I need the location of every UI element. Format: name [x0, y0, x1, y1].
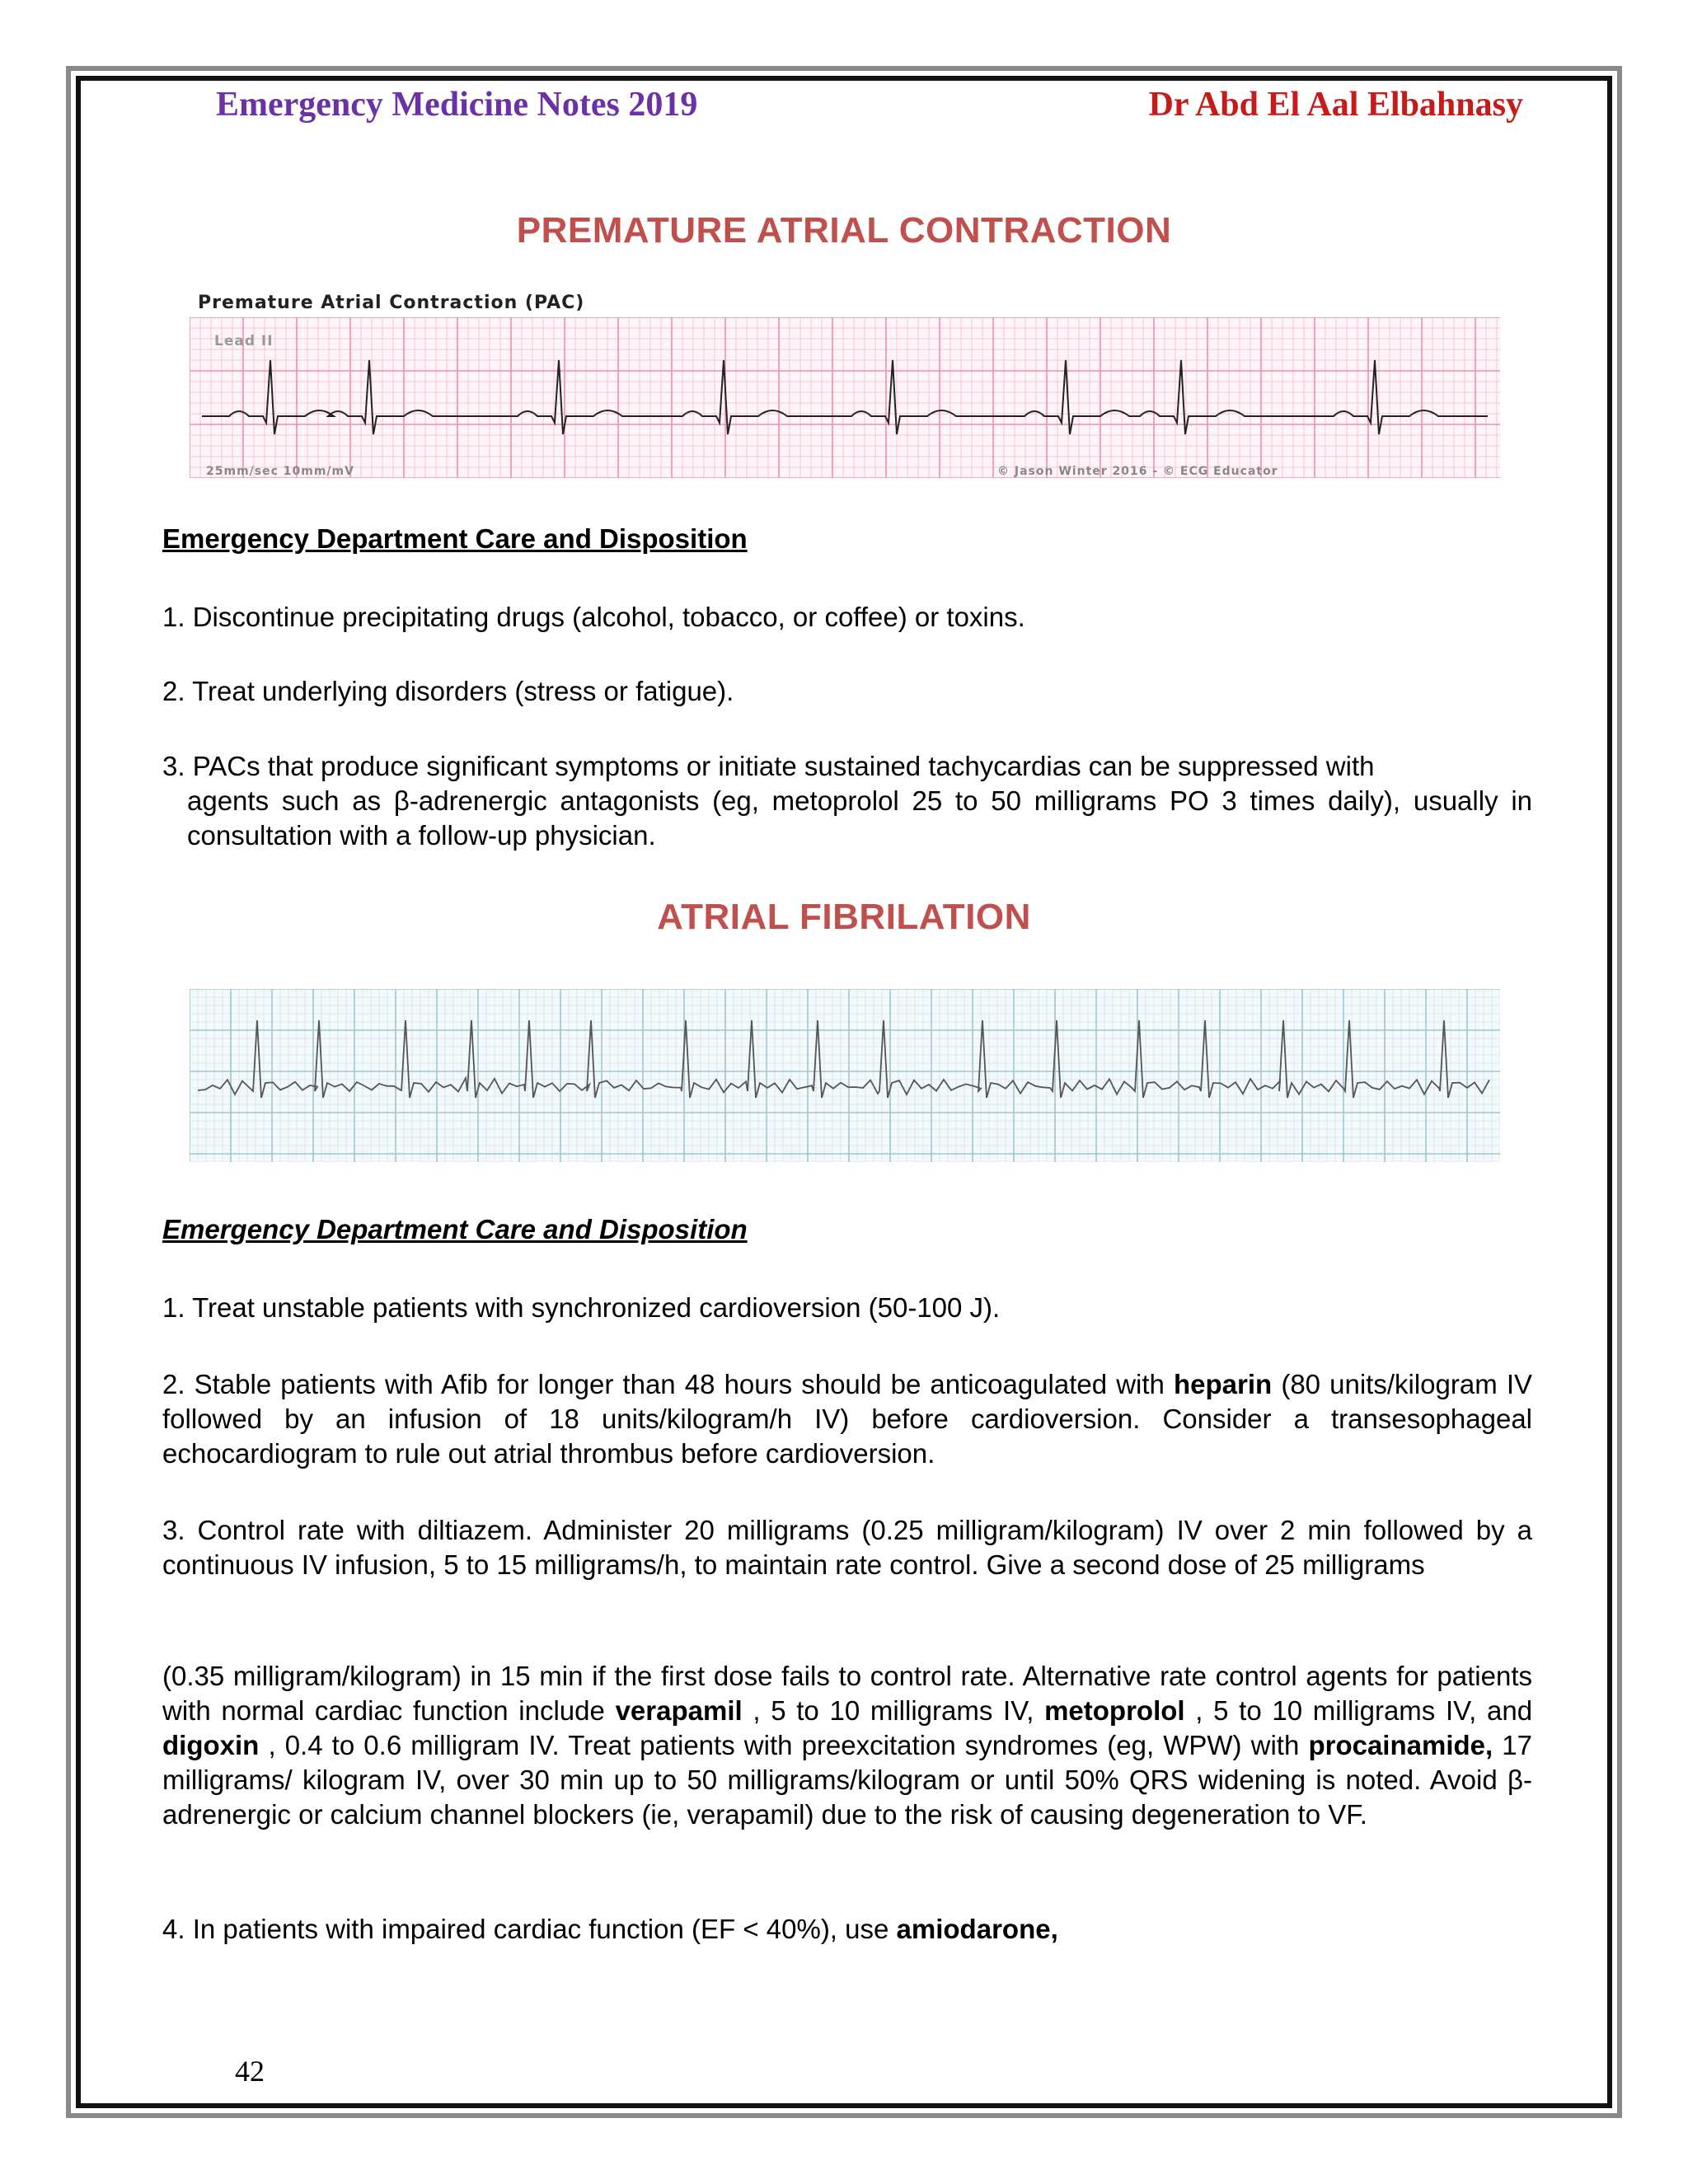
ecg-grid-background [190, 317, 1500, 478]
header-title: Emergency Medicine Notes 2019 [216, 86, 698, 124]
af-item-3b-d: , 0.4 to 0.6 milligram IV. Treat patients with preexcitation syndromes (eg, WPW) with [268, 1730, 1300, 1760]
pac-item-2: 2. Treat underlying disorders (stress or fatigue). [162, 676, 734, 706]
pac-ecg-strip [190, 317, 1500, 478]
ecg-grid-background [190, 989, 1500, 1162]
pac-item-3 [162, 749, 1532, 853]
drug-procainamide: procainamide, [1308, 1730, 1493, 1760]
drug-verapamil: verapamil [615, 1695, 743, 1726]
af-item-2-a: 2. Stable patients with Afib for longer than 48 hours should be anticoagulated with [162, 1369, 1165, 1399]
drug-amiodarone: amiodarone, [896, 1914, 1058, 1944]
pac-section-title: PREMATURE ATRIAL CONTRACTION [516, 210, 1172, 251]
af-item-3b-c: , 5 to 10 milligrams IV, and [1195, 1695, 1533, 1726]
drug-heparin: heparin [1174, 1369, 1273, 1399]
header-author: Dr Abd El Aal Elbahnasy [1148, 86, 1523, 124]
pac-strip-title: Premature Atrial Contraction (PAC) [198, 293, 585, 313]
pac-item-1: 1. Discontinue precipitating drugs (alcohol, tobacco, or coffee) or toxins. [162, 602, 1025, 632]
af-item-3b-a: (0.35 milligram/kilogram) in 15 min if the first dose fails to control rate. Alternative rate control agents for patients with normal cardiac function include [162, 1661, 1532, 1726]
page-number: 42 [235, 2055, 265, 2088]
af-item-1: 1. Treat unstable patients with synchronized cardioversion (50-100 J). [162, 1292, 1001, 1323]
pac-item-3-cont: agents such as β-adrenergic antagonists (eg, metoprolol 25 to 50 milligrams PO 3 times daily), usually in consultation with a follow-up physician. [187, 785, 1532, 851]
pac-strip-scale: 25mm/sec 10mm/mV [206, 465, 354, 478]
af-item-3b-b: , 5 to 10 milligrams IV, [753, 1695, 1034, 1726]
af-item-4-a: 4. In patients with impaired cardiac function (EF < 40%), use [162, 1914, 889, 1944]
af-item-2-b: (80 units/kilogram IV followed by an infusion of 18 units/kilogram/h IV) before cardioversion. Consider a transesophageal echocardiogram to rule out atrial thrombus before cardioversion. [162, 1369, 1532, 1469]
af-item-3: 3. Control rate with diltiazem. Administer 20 milligrams (0.25 milligram/kilogram) IV over 2 min followed by a continuous IV infusion, 5 to 15 milligrams/h, to maintain rate control. Give a second dose of 25 milligrams [162, 1515, 1532, 1580]
af-ecg-strip [190, 989, 1500, 1162]
af-item-3b-e: 17 milligrams/ kilogram IV, over 30 min up to 50 milligrams/kilogram or until 50% QRS widening is noted. Avoid β-adrenergic or calcium channel blockers (ie, verapamil) due to the risk of causing degeneration to VF. [162, 1730, 1532, 1830]
af-item-2 [162, 1367, 1532, 1471]
pac-item-3-first: 3. PACs that produce significant symptoms or initiate sustained tachycardias can be suppressed with [162, 751, 1375, 781]
drug-digoxin: digoxin [162, 1730, 260, 1760]
pac-strip-copyright: © Jason Winter 2016 - © ECG Educator [997, 465, 1278, 478]
drug-metoprolol: metoprolol [1044, 1695, 1185, 1726]
af-item-4 [162, 1912, 1532, 1947]
pac-care-heading: Emergency Department Care and Disposition [162, 523, 748, 554]
af-care-heading: Emergency Department Care and Disposition [162, 1214, 748, 1244]
pac-lead-label: Lead II [214, 333, 274, 349]
af-item-3-continued [162, 1659, 1532, 1832]
af-section-title: ATRIAL FIBRILATION [657, 897, 1031, 937]
